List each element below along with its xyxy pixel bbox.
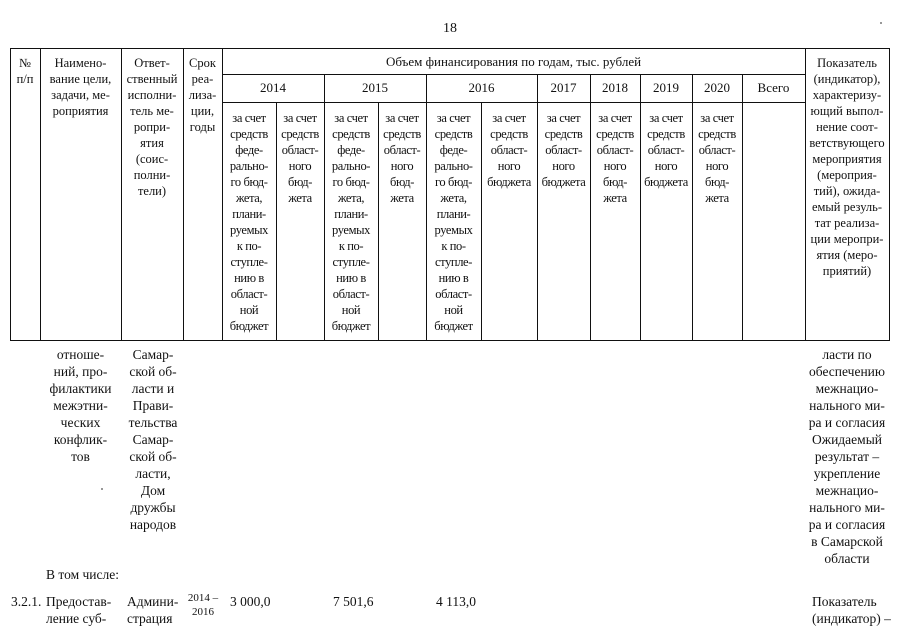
year-2015: 2015	[362, 80, 388, 95]
scan-speck	[880, 22, 882, 24]
including-label: В том числе:	[46, 567, 119, 582]
year-2014: 2014	[260, 80, 286, 95]
header-term: Срок реа- лиза- ции, годы	[188, 56, 217, 134]
year-2017: 2017	[550, 80, 577, 95]
row-321-name: Предостав- ление суб-	[46, 594, 112, 626]
col-line	[10, 48, 11, 341]
subheader-2014-federal: за счет средств феде- рально- го бюд- жета, плани- руемых к по- ступле- нию в област- ной бюджет	[229, 111, 269, 333]
table-top-border	[10, 48, 889, 49]
row-321-term: 2014 – 2016	[187, 592, 219, 618]
year-row-bottom	[222, 102, 805, 103]
subheader-2017-regional: за счет средств област- ного бюджета	[541, 111, 586, 189]
year-row-top	[222, 74, 805, 75]
year-sep	[742, 74, 743, 341]
row-continuation-indicator: ласти по обеспечению межнацио- нального ми- ра и согласия Ожидаемый результат – укрепление межнацио- нального ми- ра и согласия в Самарской области	[808, 347, 886, 566]
row-321-2015-value: 7 501,6	[333, 594, 374, 609]
scan-speck	[101, 488, 103, 490]
subheader-2015-regional: за счет средств област- ного бюд- жета	[383, 111, 421, 205]
subheader-2020-regional: за счет средств област- ного бюд- жета	[698, 111, 736, 205]
year-total: Всего	[757, 80, 790, 95]
row-321-num: 3.2.1.	[11, 594, 42, 609]
header-bottom-border	[10, 340, 889, 341]
subheader-2018-regional: за счет средств област- ного бюд- жета	[596, 111, 634, 205]
header-indicator: Показатель (индикатор), характеризу- ющий выпол- нение соот- ветствующего мероприятия (мероприя- тий), ожида- емый резуль- тат реализа- ции меропри- ятия (меро- приятий)	[809, 56, 885, 278]
year-2018: 2018	[602, 80, 628, 95]
header-num: № п/п	[16, 56, 34, 86]
page-number: 18	[443, 21, 457, 36]
row-321-indicator: Показатель (индикатор) –	[812, 594, 891, 626]
year-2019: 2019	[653, 80, 679, 95]
row-321-2016-value: 4 113,0	[436, 594, 476, 609]
row-continuation-name: отноше- ний, про- филактики межэтни- ческих конфлик- тов	[49, 347, 112, 464]
subheader-2016-regional: за счет средств област- ного бюджета	[487, 111, 531, 189]
subheader-2015-federal: за счет средств феде- рально- го бюд- жета, плани- руемых к по- ступле- нию в област- ной бюджет	[331, 111, 371, 333]
row-321-responsible: Админи- страция	[127, 594, 179, 626]
header-name: Наимено- вание цели, задачи, ме- роприятия	[49, 56, 112, 118]
subheader-2014-regional: за счет средств област- ного бюд- жета	[281, 111, 319, 205]
year-2020: 2020	[704, 80, 730, 95]
year-2016: 2016	[468, 80, 495, 95]
col-line	[889, 48, 890, 341]
subheader-2019-regional: за счет средств област- ного бюджета	[644, 111, 688, 189]
header-financing: Объем финансирования по годам, тыс. рублей	[385, 54, 642, 69]
row-continuation-responsible: Самар- ской об- ласти и Прави- тельства Самар- ской об- ласти, Дом дружбы народов	[128, 347, 178, 532]
subheader-2016-federal: за счет средств феде- рально- го бюд- жета, плани- руемых к по- ступле- нию в област- ной бюджет	[434, 111, 473, 333]
header-responsible: Ответ- ственный исполни- тель ме- ропри- ятия (соис- полни- тели)	[126, 56, 178, 198]
row-321-2014-value: 3 000,0	[230, 594, 271, 609]
